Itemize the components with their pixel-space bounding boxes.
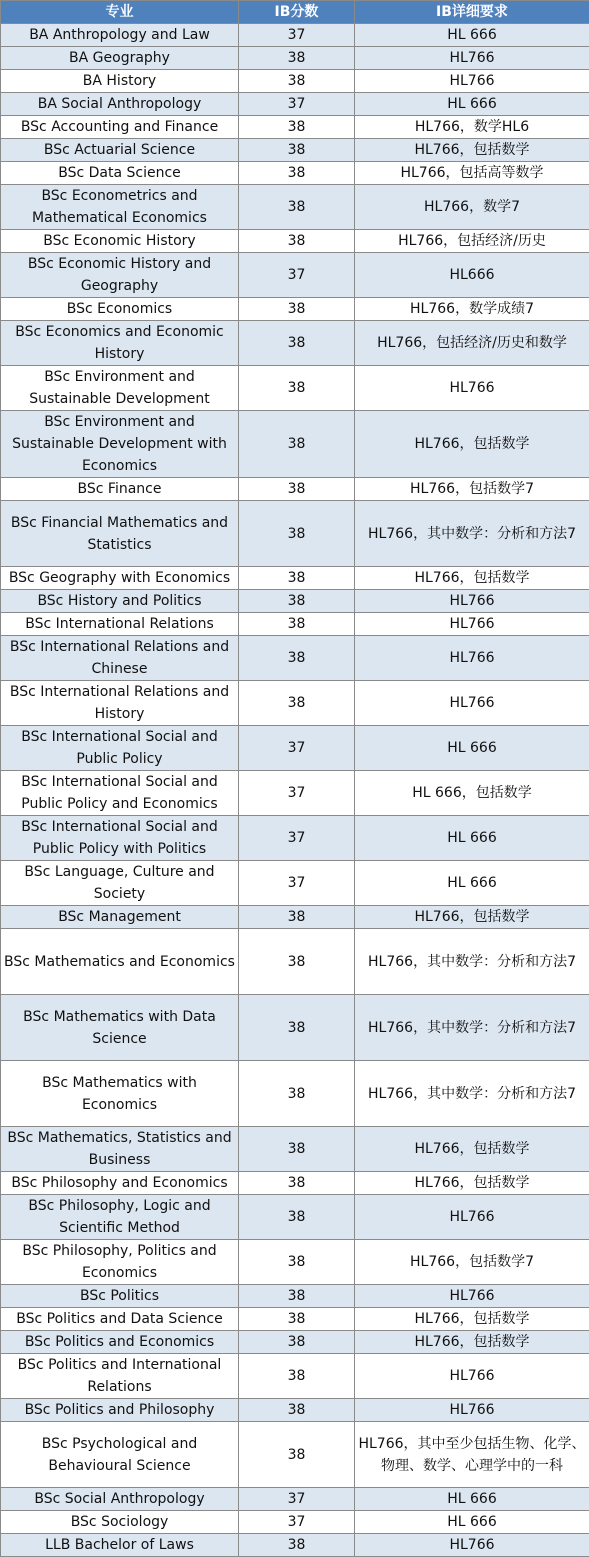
table-row xyxy=(1,1511,589,1534)
ib-score-cell: 38 xyxy=(239,590,355,613)
table-row xyxy=(1,1240,589,1285)
ib-score-cell: 37 xyxy=(239,1511,355,1534)
ib-score-cell: 37 xyxy=(239,1488,355,1511)
table-row xyxy=(1,116,589,139)
header-ib-score: IB分数 xyxy=(239,1,355,24)
ib-detail-cell: HL766，包括数学 xyxy=(355,567,589,590)
ib-score-cell: 38 xyxy=(239,230,355,253)
table-row xyxy=(1,1285,589,1308)
ib-score-cell: 38 xyxy=(239,995,355,1061)
table-row xyxy=(1,1308,589,1331)
ib-detail-cell: HL766 xyxy=(355,1354,589,1399)
ib-detail-cell: HL766，包括数学 xyxy=(355,906,589,929)
ib-detail-cell: HL766，数学成绩7 xyxy=(355,298,589,321)
program-cell: BSc Politics and Philosophy xyxy=(1,1399,239,1422)
ib-score-cell: 37 xyxy=(239,24,355,47)
ib-score-cell: 38 xyxy=(239,139,355,162)
ib-detail-cell: HL 666 xyxy=(355,726,589,771)
program-cell: BSc Management xyxy=(1,906,239,929)
ib-detail-cell: HL 666 xyxy=(355,861,589,906)
ib-detail-cell: HL766 xyxy=(355,366,589,411)
program-cell: LLB Bachelor of Laws xyxy=(1,1534,239,1557)
header-row xyxy=(1,1,589,24)
program-cell: BSc Politics and Economics xyxy=(1,1331,239,1354)
program-cell: BSc Politics and International Relations xyxy=(1,1354,239,1399)
ib-score-cell: 38 xyxy=(239,298,355,321)
program-cell: BSc Accounting and Finance xyxy=(1,116,239,139)
program-cell: BSc Economic History and Geography xyxy=(1,253,239,298)
program-cell: BSc Environment and Sustainable Development with Economics xyxy=(1,411,239,478)
table-row xyxy=(1,185,589,230)
program-cell: BSc International Relations and Chinese xyxy=(1,636,239,681)
ib-detail-cell: HL766，包括数学7 xyxy=(355,478,589,501)
table-row xyxy=(1,501,589,567)
ib-detail-cell: HL766，数学HL6 xyxy=(355,116,589,139)
program-cell: BSc Mathematics and Economics xyxy=(1,929,239,995)
ib-score-cell: 38 xyxy=(239,1399,355,1422)
ib-detail-cell: HL766，包括数学 xyxy=(355,139,589,162)
table-row xyxy=(1,1422,589,1488)
table-row xyxy=(1,1354,589,1399)
ib-score-cell: 38 xyxy=(239,185,355,230)
table-row xyxy=(1,24,589,47)
program-cell: BSc Geography with Economics xyxy=(1,567,239,590)
table-row xyxy=(1,636,589,681)
ib-detail-cell: HL766 xyxy=(355,1399,589,1422)
ib-score-cell: 38 xyxy=(239,1331,355,1354)
program-cell: BSc International Social and Public Policy and Economics xyxy=(1,771,239,816)
ib-score-cell: 38 xyxy=(239,929,355,995)
ib-detail-cell: HL766 xyxy=(355,1534,589,1557)
program-cell: BSc Philosophy, Politics and Economics xyxy=(1,1240,239,1285)
ib-detail-cell: HL 666 xyxy=(355,1488,589,1511)
program-cell: BSc Mathematics with Data Science xyxy=(1,995,239,1061)
ib-score-cell: 37 xyxy=(239,253,355,298)
ib-detail-cell: HL766，包括数学 xyxy=(355,1331,589,1354)
table-row xyxy=(1,816,589,861)
ib-score-cell: 38 xyxy=(239,162,355,185)
table-row xyxy=(1,861,589,906)
program-cell: BSc Politics xyxy=(1,1285,239,1308)
ib-detail-cell: HL766 xyxy=(355,1285,589,1308)
ib-score-cell: 38 xyxy=(239,411,355,478)
table-row xyxy=(1,1172,589,1195)
table-row xyxy=(1,1399,589,1422)
ib-score-cell: 37 xyxy=(239,816,355,861)
table-row xyxy=(1,726,589,771)
ib-score-cell: 38 xyxy=(239,366,355,411)
program-cell: BSc Finance xyxy=(1,478,239,501)
program-cell: BSc Actuarial Science xyxy=(1,139,239,162)
table-row xyxy=(1,162,589,185)
table-row xyxy=(1,681,589,726)
ib-detail-cell: HL766，其中数学：分析和方法7 xyxy=(355,929,589,995)
table-row xyxy=(1,590,589,613)
ib-score-cell: 38 xyxy=(239,1172,355,1195)
table-row xyxy=(1,906,589,929)
ib-detail-cell: HL766，包括数学 xyxy=(355,1127,589,1172)
ib-detail-cell: HL766，包括经济/历史和数学 xyxy=(355,321,589,366)
program-cell: BSc Econometrics and Mathematical Economics xyxy=(1,185,239,230)
table-row xyxy=(1,411,589,478)
table-body xyxy=(1,24,589,1557)
ib-detail-cell: HL766，包括高等数学 xyxy=(355,162,589,185)
ib-detail-cell: HL 666 xyxy=(355,93,589,116)
header-ib-detail: IB详细要求 xyxy=(355,1,589,24)
table-row xyxy=(1,929,589,995)
program-cell: BSc Philosophy and Economics xyxy=(1,1172,239,1195)
table-row xyxy=(1,298,589,321)
ib-score-cell: 38 xyxy=(239,1240,355,1285)
ib-score-cell: 38 xyxy=(239,501,355,567)
table-row xyxy=(1,139,589,162)
ib-detail-cell: HL766 xyxy=(355,1195,589,1240)
ib-detail-cell: HL766 xyxy=(355,47,589,70)
ib-detail-cell: HL766 xyxy=(355,613,589,636)
table-row xyxy=(1,47,589,70)
table-row xyxy=(1,613,589,636)
program-cell: BSc Language, Culture and Society xyxy=(1,861,239,906)
program-cell: BSc Mathematics with Economics xyxy=(1,1061,239,1127)
ib-detail-cell: HL766 xyxy=(355,590,589,613)
table-row xyxy=(1,253,589,298)
ib-score-cell: 38 xyxy=(239,70,355,93)
ib-score-cell: 38 xyxy=(239,1534,355,1557)
ib-score-cell: 38 xyxy=(239,1308,355,1331)
program-cell: BSc Sociology xyxy=(1,1511,239,1534)
header-program: 专业 xyxy=(1,1,239,24)
table-row xyxy=(1,1331,589,1354)
program-cell: BSc Environment and Sustainable Development xyxy=(1,366,239,411)
ib-score-cell: 38 xyxy=(239,1127,355,1172)
table-row xyxy=(1,771,589,816)
ib-score-cell: 38 xyxy=(239,47,355,70)
program-cell: BSc International Social and Public Policy xyxy=(1,726,239,771)
ib-detail-cell: HL 666，包括数学 xyxy=(355,771,589,816)
program-cell: BSc Mathematics, Statistics and Business xyxy=(1,1127,239,1172)
ib-score-cell: 37 xyxy=(239,726,355,771)
ib-detail-cell: HL666 xyxy=(355,253,589,298)
ib-score-cell: 38 xyxy=(239,1061,355,1127)
program-cell: BSc Psychological and Behavioural Science xyxy=(1,1422,239,1488)
program-cell: BSc Economics and Economic History xyxy=(1,321,239,366)
ib-detail-cell: HL766，包括经济/历史 xyxy=(355,230,589,253)
ib-score-cell: 38 xyxy=(239,636,355,681)
table-row xyxy=(1,1534,589,1557)
ib-detail-cell: HL 666 xyxy=(355,816,589,861)
table-row xyxy=(1,93,589,116)
table-row xyxy=(1,995,589,1061)
table-row xyxy=(1,478,589,501)
ib-detail-cell: HL766 xyxy=(355,681,589,726)
table-row xyxy=(1,230,589,253)
ib-detail-cell: HL766 xyxy=(355,636,589,681)
program-cell: BSc Data Science xyxy=(1,162,239,185)
ib-score-cell: 37 xyxy=(239,93,355,116)
ib-score-cell: 38 xyxy=(239,478,355,501)
program-cell: BA Geography xyxy=(1,47,239,70)
ib-detail-cell: HL766，数学7 xyxy=(355,185,589,230)
program-cell: BSc Politics and Data Science xyxy=(1,1308,239,1331)
program-cell: BSc History and Politics xyxy=(1,590,239,613)
program-cell: BSc International Social and Public Policy with Politics xyxy=(1,816,239,861)
ib-score-cell: 38 xyxy=(239,1354,355,1399)
ib-detail-cell: HL 666 xyxy=(355,24,589,47)
ib-score-cell: 38 xyxy=(239,567,355,590)
program-cell: BSc Economic History xyxy=(1,230,239,253)
ib-detail-cell: HL766，其中数学：分析和方法7 xyxy=(355,995,589,1061)
table-row xyxy=(1,1127,589,1172)
ib-score-cell: 38 xyxy=(239,1422,355,1488)
ib-detail-cell: HL766 xyxy=(355,70,589,93)
program-cell: BA Social Anthropology xyxy=(1,93,239,116)
ib-score-cell: 38 xyxy=(239,681,355,726)
table-row xyxy=(1,70,589,93)
ib-detail-cell: HL766，包括数学 xyxy=(355,1172,589,1195)
ib-score-cell: 38 xyxy=(239,1285,355,1308)
program-cell: BA History xyxy=(1,70,239,93)
program-cell: BSc International Relations xyxy=(1,613,239,636)
program-cell: BSc Philosophy, Logic and Scientific Method xyxy=(1,1195,239,1240)
ib-score-cell: 37 xyxy=(239,861,355,906)
table-row xyxy=(1,1195,589,1240)
ib-score-cell: 38 xyxy=(239,613,355,636)
ib-score-cell: 38 xyxy=(239,906,355,929)
ib-detail-cell: HL766，包括数学 xyxy=(355,1308,589,1331)
ib-score-cell: 38 xyxy=(239,1195,355,1240)
ib-detail-cell: HL766，其中数学：分析和方法7 xyxy=(355,1061,589,1127)
ib-score-cell: 38 xyxy=(239,116,355,139)
table-row xyxy=(1,366,589,411)
program-cell: BSc Financial Mathematics and Statistics xyxy=(1,501,239,567)
table-row xyxy=(1,1488,589,1511)
ib-detail-cell: HL766，其中数学：分析和方法7 xyxy=(355,501,589,567)
program-cell: BSc Social Anthropology xyxy=(1,1488,239,1511)
ib-score-cell: 38 xyxy=(239,321,355,366)
program-cell: BSc International Relations and History xyxy=(1,681,239,726)
program-cell: BA Anthropology and Law xyxy=(1,24,239,47)
program-cell: BSc Economics xyxy=(1,298,239,321)
ib-detail-cell: HL766，其中至少包括生物、化学、物理、数学、心理学中的一科 xyxy=(355,1422,589,1488)
table-row xyxy=(1,321,589,366)
ib-detail-cell: HL766，包括数学7 xyxy=(355,1240,589,1285)
ib-detail-cell: HL 666 xyxy=(355,1511,589,1534)
table-row xyxy=(1,1061,589,1127)
ib-score-cell: 37 xyxy=(239,771,355,816)
table-row xyxy=(1,567,589,590)
ib-detail-cell: HL766，包括数学 xyxy=(355,411,589,478)
